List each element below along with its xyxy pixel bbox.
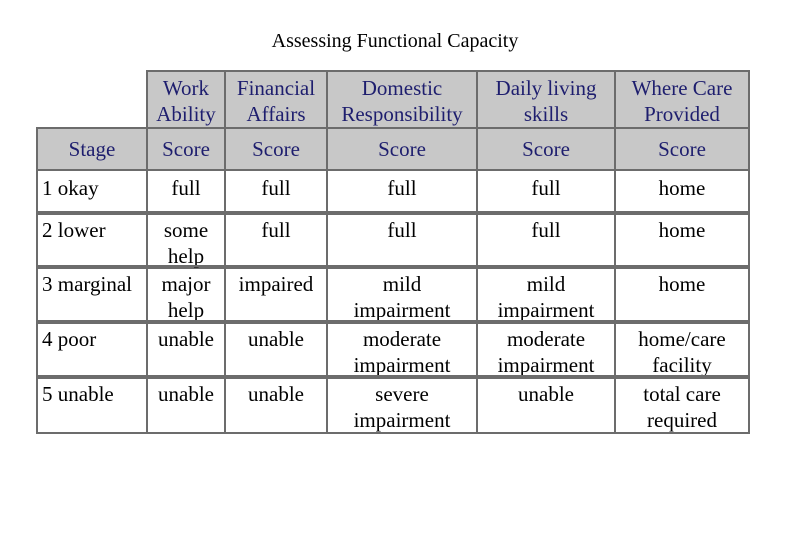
table-cell	[476, 320, 616, 379]
table-cell	[146, 320, 226, 379]
table-cell-line: unable	[248, 327, 304, 351]
column-header-5-line: Where Care	[631, 76, 733, 100]
score-header-4	[476, 127, 616, 171]
table-cell	[326, 320, 478, 379]
column-header-5	[614, 70, 750, 130]
column-header-3-line: Domestic	[361, 76, 443, 100]
table-cell	[224, 265, 328, 324]
table-cell	[326, 375, 478, 434]
column-header-1-line: Ability	[156, 102, 216, 126]
stage-cell-line: 4 poor	[42, 327, 97, 351]
table-cell-line: full	[171, 176, 201, 200]
table-cell	[146, 169, 226, 215]
table-cell	[224, 320, 328, 379]
column-header-2-line: Affairs	[246, 102, 306, 126]
stage-cell-line: 2 lower	[42, 218, 106, 242]
stage-cell-line: 1 okay	[42, 176, 99, 200]
column-header-5-line: Provided	[644, 102, 720, 126]
column-header-3-line: Responsibility	[341, 102, 463, 126]
table-cell-line: some	[163, 218, 209, 242]
stage-header-line: Stage	[68, 137, 116, 161]
table-cell	[476, 375, 616, 434]
column-header-2-line: Financial	[236, 76, 316, 100]
stage-cell	[36, 375, 148, 434]
table-cell-line: moderate	[362, 327, 442, 351]
column-header-2	[224, 70, 328, 130]
score-header-1	[146, 127, 226, 171]
table-cell	[326, 265, 478, 324]
table-cell-line: impairment	[353, 353, 451, 377]
table-cell-line: home	[658, 176, 706, 200]
table-cell	[614, 265, 750, 324]
table-cell-line: full	[387, 176, 417, 200]
table-cell	[146, 375, 226, 434]
table-cell-line: full	[261, 218, 291, 242]
table-cell	[146, 265, 226, 324]
table-cell	[614, 169, 750, 215]
score-header-5-line: Score	[658, 137, 706, 161]
table-cell	[326, 169, 478, 215]
table-cell-line: home	[658, 272, 706, 296]
table-cell-line: mild	[526, 272, 566, 296]
table-cell	[326, 211, 478, 269]
table-cell	[476, 169, 616, 215]
table-cell	[476, 211, 616, 269]
column-header-3	[326, 70, 478, 130]
stage-cell-line: 3 marginal	[42, 272, 133, 296]
table-cell-line: major	[161, 272, 211, 296]
table-cell-line: impairment	[353, 298, 451, 322]
stage-cell	[36, 211, 148, 269]
score-header-2-line: Score	[252, 137, 300, 161]
stage-cell	[36, 320, 148, 379]
table-cell-line: moderate	[506, 327, 586, 351]
table-cell-line: unable	[518, 382, 574, 406]
score-header-5	[614, 127, 750, 171]
column-header-4-line: Daily living	[495, 76, 597, 100]
table-cell-line: unable	[158, 327, 214, 351]
table-cell-line: impairment	[497, 298, 595, 322]
stage-cell	[36, 169, 148, 215]
column-header-4-line: skills	[523, 102, 569, 126]
table-cell	[614, 320, 750, 379]
table-cell-line: full	[531, 218, 561, 242]
table-cell-line: home	[658, 218, 706, 242]
table-cell-line: severe	[375, 382, 429, 406]
table-cell-line: impaired	[238, 272, 314, 296]
table-cell-line: full	[387, 218, 417, 242]
page-title: Assessing Functional Capacity	[271, 30, 519, 52]
table-cell	[146, 211, 226, 269]
table-cell	[224, 211, 328, 269]
table-cell-line: full	[531, 176, 561, 200]
score-header-3-line: Score	[378, 137, 426, 161]
column-header-4	[476, 70, 616, 130]
table-cell-line: facility	[652, 353, 712, 377]
table-cell-line: required	[647, 408, 717, 432]
stage-header	[36, 127, 148, 171]
table-cell	[224, 169, 328, 215]
table-cell-line: full	[261, 176, 291, 200]
table-cell	[224, 375, 328, 434]
table-cell-line: mild	[382, 272, 422, 296]
table-cell-line: impairment	[353, 408, 451, 432]
stage-cell	[36, 265, 148, 324]
table-cell-line: home/care	[638, 327, 726, 351]
table-cell-line: total care	[643, 382, 721, 406]
table-cell	[476, 265, 616, 324]
table-cell-line: unable	[158, 382, 214, 406]
stage-cell-line: 5 unable	[42, 382, 114, 406]
column-header-1	[146, 70, 226, 130]
table-cell-line: impairment	[497, 353, 595, 377]
score-header-3	[326, 127, 478, 171]
table-cell-line: help	[167, 244, 205, 268]
table-cell	[614, 211, 750, 269]
table-cell-line: unable	[248, 382, 304, 406]
column-header-1-line: Work	[162, 76, 210, 100]
score-header-4-line: Score	[522, 137, 570, 161]
score-header-2	[224, 127, 328, 171]
table-cell	[614, 375, 750, 434]
score-header-1-line: Score	[162, 137, 210, 161]
table-cell-line: help	[167, 298, 205, 322]
